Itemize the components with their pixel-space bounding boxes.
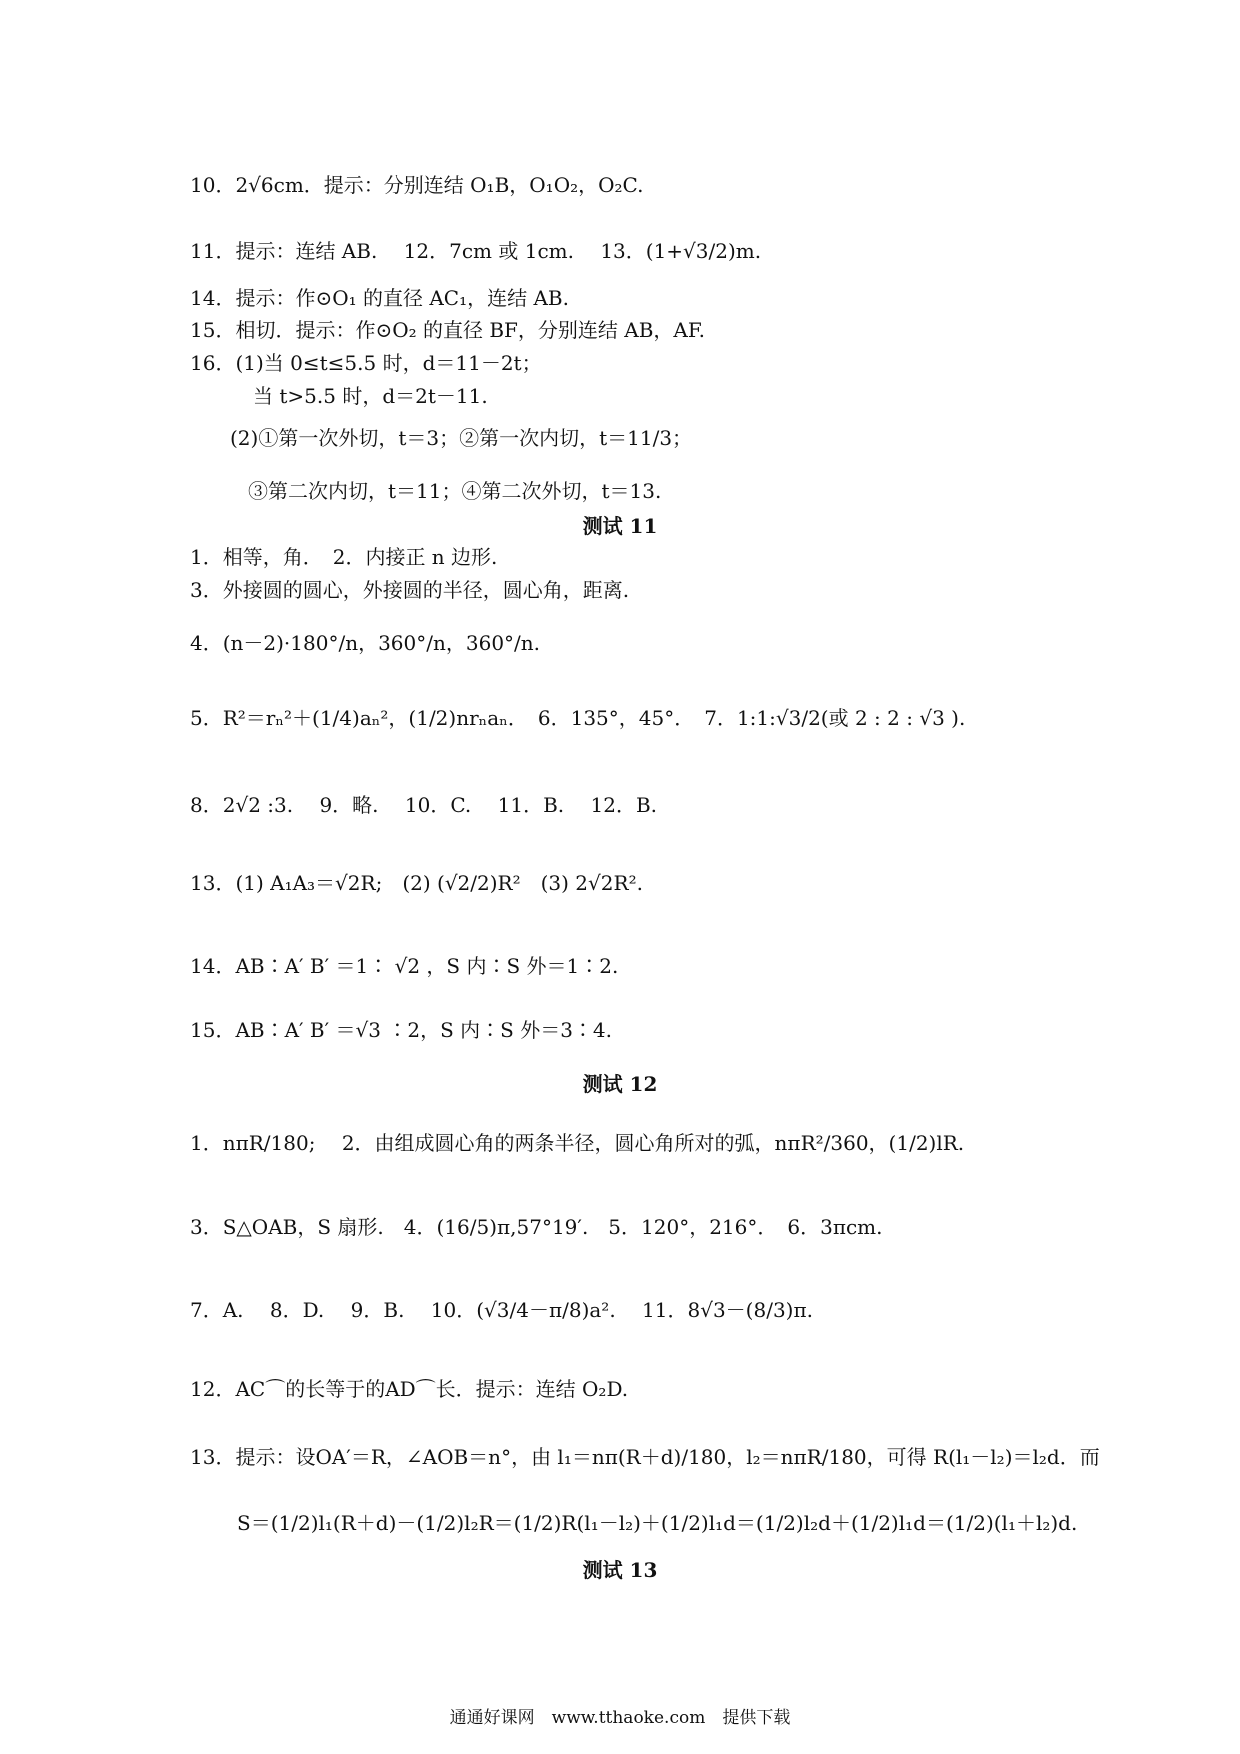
answer-line-16d: ③第二次内切，t＝11；④第二次外切，t＝13. (248, 479, 662, 503)
answer-line-t12-3-6: 3．S△OAB，S 扇形. 4．(16/5)π,57°19′. 5．120°，216°． 6．3πcm. (190, 1215, 883, 1239)
section-heading-test-11: 测试 11 (582, 514, 658, 538)
answer-line-t12-13b: S＝(1/2)l₁(R＋d)－(1/2)l₂R＝(1/2)R(l₁－l₂)＋(1/2)l₁d＝(1/2)l₂d＋(1/2)l₁d＝(1/2)(l₁＋l₂)d. (237, 1511, 1078, 1535)
answer-line-t11-4: 4．(n－2)·180°/n，360°/n，360°/n. (190, 631, 541, 655)
answer-line-t12-12: 12．AC⌒的长等于的AD⌒长．提示：连结 O₂D. (190, 1377, 629, 1401)
answer-line-t11-14: 14．AB∶A′ B′ ＝1∶ √2 ，S 内∶S 外＝1∶2. (190, 954, 619, 978)
answer-line-10: 10．2√6cm．提示：分别连结 O₁B，O₁O₂，O₂C. (190, 173, 644, 197)
answer-line-14: 14．提示：作⊙O₁ 的直径 AC₁，连结 AB. (190, 286, 569, 310)
answer-line-t11-13: 13．(1) A₁A₃＝√2R; (2) (√2/2)R² (3) 2√2R². (190, 871, 643, 895)
answer-line-t12-13a: 13．提示：设OA′＝R，∠AOB＝n°，由 l₁＝nπ(R＋d)/180，l₂＝nπR/180，可得 R(l₁－l₂)＝l₂d．而 (190, 1445, 1100, 1469)
answer-line-t11-8-12: 8．2√2 :3. 9．略. 10．C. 11．B. 12．B. (190, 793, 658, 817)
answer-line-t11-15: 15．AB∶A′ B′ ＝√3 ∶2，S 内∶S 外＝3∶4. (190, 1018, 613, 1042)
answer-line-16b: 当 t>5.5 时，d＝2t－11. (253, 384, 488, 408)
answer-line-16a: 16．(1)当 0≤t≤5.5 时，d＝11－2t； (190, 351, 542, 375)
answer-line-t12-7-11: 7．A. 8．D. 9．B. 10．(√3/4－π/8)a². 11．8√3－(8/3)π. (190, 1298, 813, 1322)
answer-line-t11-5-7: 5．R²＝rₙ²＋(1/4)aₙ²，(1/2)nrₙaₙ． 6．135°，45°． 7．1:1:√3/2(或 2 : 2 : √3 ). (190, 706, 966, 730)
section-heading-test-12: 测试 12 (582, 1072, 658, 1096)
answer-line-11-13: 11．提示：连结 AB. 12．7cm 或 1cm. 13．(1+√3/2)m. (190, 239, 762, 263)
answer-line-15: 15．相切．提示：作⊙O₂ 的直径 BF，分别连结 AB，AF. (190, 318, 705, 342)
answer-line-t11-1: 1．相等，角． 2．内接正 n 边形. (190, 545, 498, 569)
page-footer: 通通好课网 www.tthaoke.com 提供下载 (449, 1708, 791, 1728)
section-heading-test-13: 测试 13 (582, 1558, 658, 1582)
answer-line-16c: (2)①第一次外切，t＝3；②第一次内切，t＝11/3； (230, 426, 693, 450)
answer-line-t12-1-2: 1．nπR/180; 2．由组成圆心角的两条半径，圆心角所对的弧，nπR²/360，(1/2)lR. (190, 1131, 965, 1155)
answer-line-t11-3: 3．外接圆的圆心，外接圆的半径，圆心角，距离. (190, 578, 630, 602)
